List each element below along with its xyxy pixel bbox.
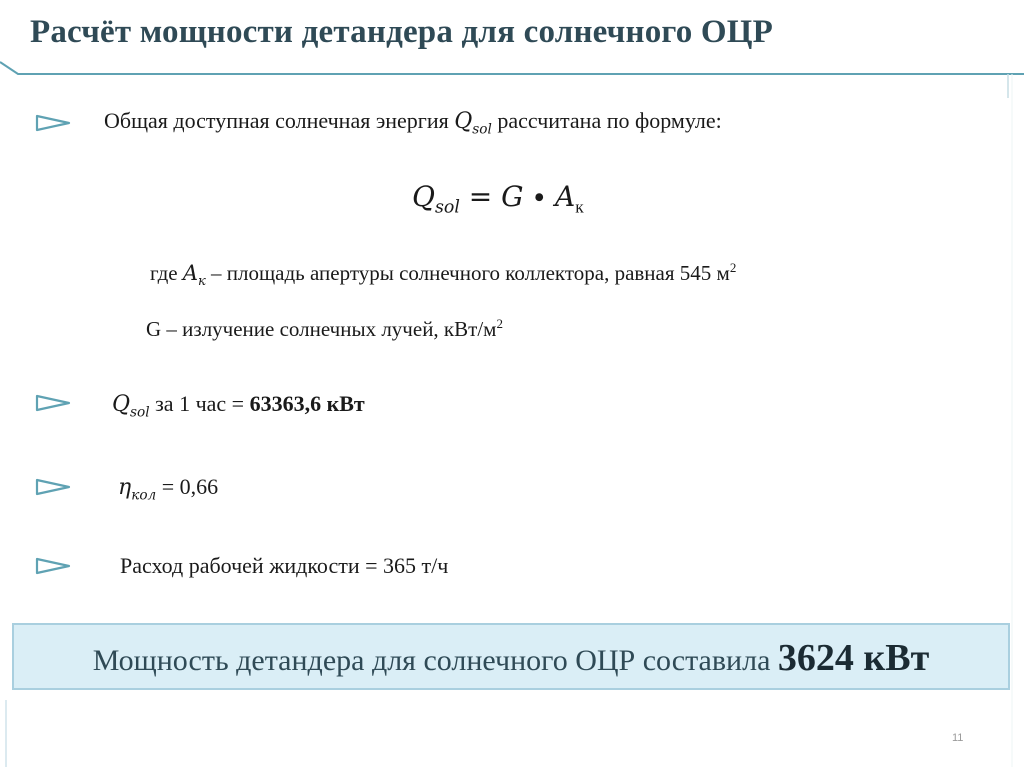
- eta-letter: η: [118, 475, 132, 500]
- energy-intro-post: рассчитана по формуле:: [491, 108, 722, 133]
- arrow-bullet-icon: [35, 557, 71, 575]
- qsol-subscript: sol: [472, 121, 492, 138]
- area-variable: [182, 261, 206, 290]
- hourly-qsol: [112, 392, 150, 421]
- result-line: [14, 636, 1008, 680]
- efficiency-line: [118, 474, 218, 503]
- formula-lhs: [412, 180, 460, 218]
- energy-formula: [412, 180, 584, 218]
- hourly-energy-text: за 1 час =: [149, 391, 250, 416]
- formula-lhs-subscript: sol: [434, 197, 460, 218]
- title-underline: [0, 62, 1024, 74]
- area-subscript: к: [198, 274, 206, 290]
- energy-intro-pre: Общая доступная солнечная энергия: [104, 108, 455, 133]
- hourly-energy-value: 63363,6 кВт: [249, 391, 365, 416]
- radiation-unit-sup: 2: [496, 316, 503, 331]
- hourly-q-letter: Q: [112, 392, 131, 417]
- radiation-description: G – излучение солнечных лучей, кВт/м: [146, 317, 497, 341]
- formula-rhs-subscript: к: [575, 197, 584, 217]
- slide-title: Расчёт мощности детандера для солнечного ОЦР: [30, 14, 774, 50]
- area-unit-sup: 2: [729, 260, 737, 275]
- arrow-bullet-icon: [35, 114, 71, 132]
- qsol-variable: [454, 109, 492, 138]
- arrow-bullet-icon: [35, 394, 71, 412]
- area-description: – площадь апертуры солнечного коллектора, равная 545 м: [205, 261, 730, 285]
- result-text: Мощность детандера для солнечного ОЦР составила: [92, 644, 778, 677]
- result-value: 3624 кВт: [777, 637, 930, 679]
- result-box: [12, 623, 1010, 690]
- eta-variable: [118, 475, 157, 504]
- eta-subscript: кол: [131, 487, 157, 504]
- formula-lhs-letter: Q: [412, 180, 435, 213]
- where-area-line: [150, 260, 736, 289]
- energy-intro-line: [104, 108, 722, 137]
- radiation-line: [146, 316, 503, 342]
- area-letter: A: [182, 261, 198, 285]
- arrow-bullet-icon: [35, 478, 71, 496]
- hourly-q-subscript: sol: [130, 404, 150, 421]
- hourly-energy-line: [112, 391, 365, 420]
- efficiency-value: = 0,66: [156, 474, 219, 499]
- formula-rhs: = G ∙ A: [459, 180, 576, 213]
- flow-rate-line: Расход рабочей жидкости = 365 т/ч: [120, 553, 449, 578]
- qsol-letter: Q: [454, 109, 473, 134]
- where-label: где: [150, 261, 183, 285]
- page-number: 11: [952, 732, 964, 744]
